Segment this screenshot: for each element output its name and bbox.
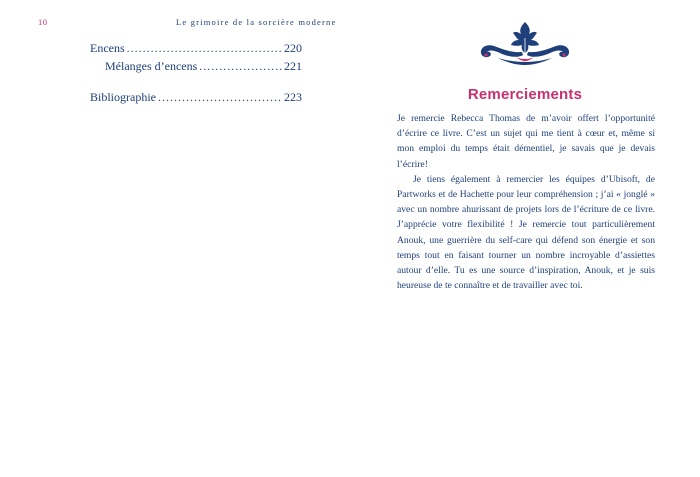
table-of-contents — [90, 41, 302, 108]
toc-leader-dots — [127, 41, 282, 55]
toc-entry-encens[interactable] — [90, 41, 302, 55]
acknowledgements-text — [397, 111, 655, 293]
toc-entry-label: Mélanges d’encens — [105, 59, 198, 73]
right-page — [350, 0, 700, 477]
section-title: Remerciements — [467, 86, 583, 103]
toc-entry-page: 223 — [284, 90, 302, 104]
toc-entry-page: 221 — [284, 59, 302, 73]
toc-leader-dots — [199, 59, 282, 73]
paragraph: Je tiens également à remercier les équipes d’Ubisoft, de Partworks et de Hachette pour leur compréhension ; j’ai « jonglé » avec un nombre ahurissant de projets lors de l’écriture de ce livre. J’apprécie votre flexibilité ! Je remercie tout particulièrement Anouk, une guerrière du self-care qui défend son énergie et son temps tout en faisant tourner un nombre incroyable d’assiettes autour d’elle. Tu es une source d’inspiration, Anouk, et je suis heureuse de te connaître et de travailler avec toi. — [397, 173, 655, 292]
toc-entry-label: Bibliographie — [90, 90, 156, 104]
running-title: Le grimoire de la sorcière moderne — [176, 17, 337, 27]
paragraph: Je remercie Rebecca Thomas de m’avoir offert l’opportunité d’écrire ce livre. C’est un sujet qui me tient à cœur et, même si mon emploi du temps était démentiel, je savais que je devais l’écrire! — [397, 113, 655, 170]
page-number: 10 — [38, 17, 48, 27]
toc-entry-page: 220 — [284, 41, 302, 55]
toc-entry-label: Encens — [90, 41, 125, 55]
toc-entry-bibliographie[interactable] — [90, 90, 302, 104]
leaf-flourish-ornament-icon — [478, 16, 572, 66]
toc-entry-melanges-encens[interactable] — [90, 59, 302, 73]
toc-leader-dots — [158, 90, 282, 104]
